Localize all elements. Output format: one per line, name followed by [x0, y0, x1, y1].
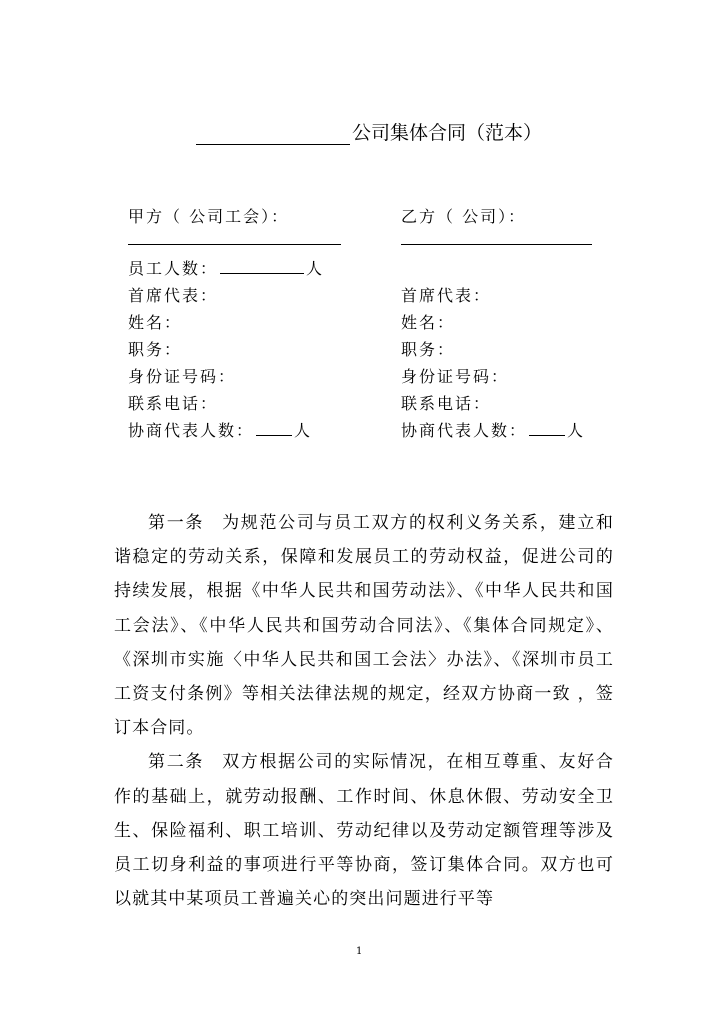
article-1-text: 为规范公司与员工双方的权利义务关系，建立和谐稳定的劳动关系，保障和发展员工的劳动权益，促进公司的持续发展，根据《中华人民共和国劳动法》、《中华人民共和国工会法》、《中华人民共和国劳动合同法》、《集体合同规定》、《深圳市实施〈中华人民共和国工会法〉办法》、《深圳市员工工资支付条例》等相关法律法规的规定，经双方协商一致 ，签订本合同。 — [114, 513, 614, 739]
party-b-name: 姓名： — [401, 313, 456, 332]
party-a-negotiators — [128, 418, 312, 441]
party-a-negotiators-blank — [256, 419, 292, 436]
contract-title — [196, 118, 542, 145]
party-a-chief-rep: 首席代表： — [128, 286, 219, 305]
party-a-id-number: 身份证号码： — [128, 367, 237, 386]
party-a-position: 职务： — [128, 340, 183, 359]
party-a-heading: 甲方（ 公司工会）： — [128, 207, 290, 226]
party-b-chief-rep: 首席代表： — [401, 286, 492, 305]
party-b-block — [401, 204, 621, 444]
party-a-phone: 联系电话： — [128, 394, 219, 413]
article-2-label: 第二条 — [148, 752, 205, 773]
party-a-employee-count — [128, 256, 324, 279]
party-b-name-line — [401, 244, 592, 245]
title-text: 公司集体合同（范本） — [352, 122, 543, 144]
article-1-label: 第一条 — [148, 513, 205, 533]
party-a-block — [128, 204, 358, 444]
party-b-negotiators — [401, 418, 585, 441]
article-2-text: 双方根据公司的实际情况，在相互尊重、友好合作的基础上，就劳动报酬、工作时间、休息休假、劳动安全卫生、保险福利、职工培训、劳动纪律以及劳动定额管理等涉及员工切身利益的事项进行平等协商，签订集体合同。双方也可以就其中某项员工普遍关心的突出问题进行平等 — [114, 752, 614, 910]
party-b-negotiators-unit: 人 — [567, 421, 586, 440]
party-b-phone: 联系电话： — [401, 394, 492, 413]
article-2 — [114, 745, 614, 916]
party-a-negotiators-unit: 人 — [294, 421, 313, 440]
employee-count-label: 员工人数： — [128, 259, 219, 278]
party-a-name-line — [128, 244, 341, 245]
party-b-negotiators-blank — [529, 419, 565, 436]
page-number: 1 — [356, 946, 363, 957]
employee-count-blank — [220, 257, 304, 274]
party-a-name: 姓名： — [128, 313, 183, 332]
party-b-heading: 乙方（ 公司）： — [401, 207, 527, 226]
article-1 — [114, 506, 614, 745]
party-a-negotiators-label: 协商代表人数： — [128, 421, 255, 440]
party-b-negotiators-label: 协商代表人数： — [401, 421, 528, 440]
party-b-position: 职务： — [401, 340, 456, 359]
employee-count-unit: 人 — [306, 259, 325, 278]
party-b-id-number: 身份证号码： — [401, 367, 510, 386]
contract-body — [114, 506, 614, 916]
company-name-blank — [196, 124, 350, 145]
